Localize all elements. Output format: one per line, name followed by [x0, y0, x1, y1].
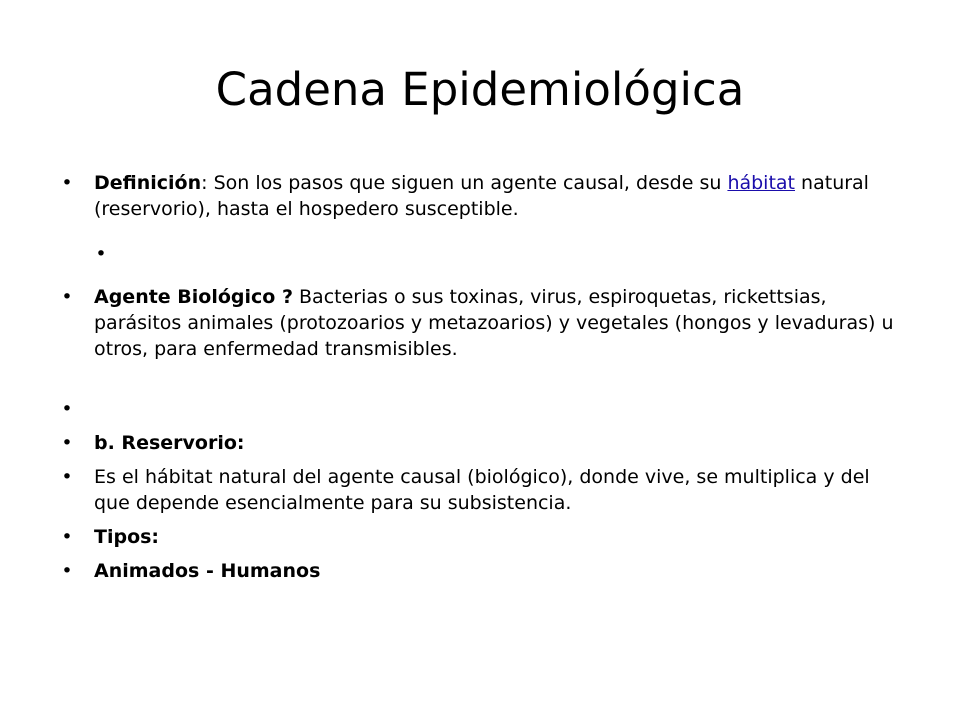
tipos-label: Tipos: [94, 526, 160, 548]
bullet-icon: • [61, 466, 73, 488]
slide-title: Cadena Epidemiológica [215, 63, 745, 116]
habitat-link[interactable]: hábitat [727, 172, 796, 194]
bullet-list [60, 170, 905, 584]
bullet-icon: • [61, 286, 73, 308]
definicion-text-post: natural (reservorio), hasta el hospedero susceptible. [94, 172, 869, 220]
definicion-term: Definición [94, 172, 202, 194]
animados-label: Animados - Humanos [94, 560, 321, 582]
agente-text: Bacterias o sus toxinas, virus, espiroquetas, rickettsias, parásitos animales (protozoarios y metazoarios) y vegetales (hongos y levaduras) u otros, para enfermedad transmisibles. [94, 286, 894, 360]
bullet-icon: • [61, 560, 73, 582]
bullet-icon: • [61, 398, 73, 420]
list-item-agente [60, 284, 905, 362]
bullet-icon: • [95, 243, 107, 265]
reservorio-heading: b. Reservorio: [94, 432, 245, 454]
bullet-icon: • [61, 432, 73, 454]
list-item-reservorio-text [60, 464, 905, 516]
list-item-tipos [60, 524, 905, 550]
definicion-text-pre: : Son los pasos que siguen un agente causal, desde su [201, 172, 728, 194]
agente-term: Agente Biológico ? [94, 286, 293, 308]
bullet-icon: • [61, 526, 73, 548]
bullet-icon: • [61, 172, 73, 194]
list-item-empty-sub [60, 238, 905, 264]
reservorio-text: Es el hábitat natural del agente causal (biológico), donde vive, se multiplica y del que depende esencialmente para su subsistencia. [94, 466, 870, 514]
list-item-empty [60, 396, 905, 422]
list-item-reservorio-heading [60, 430, 905, 456]
list-item-animados [60, 558, 905, 584]
list-item-definicion [60, 170, 905, 222]
